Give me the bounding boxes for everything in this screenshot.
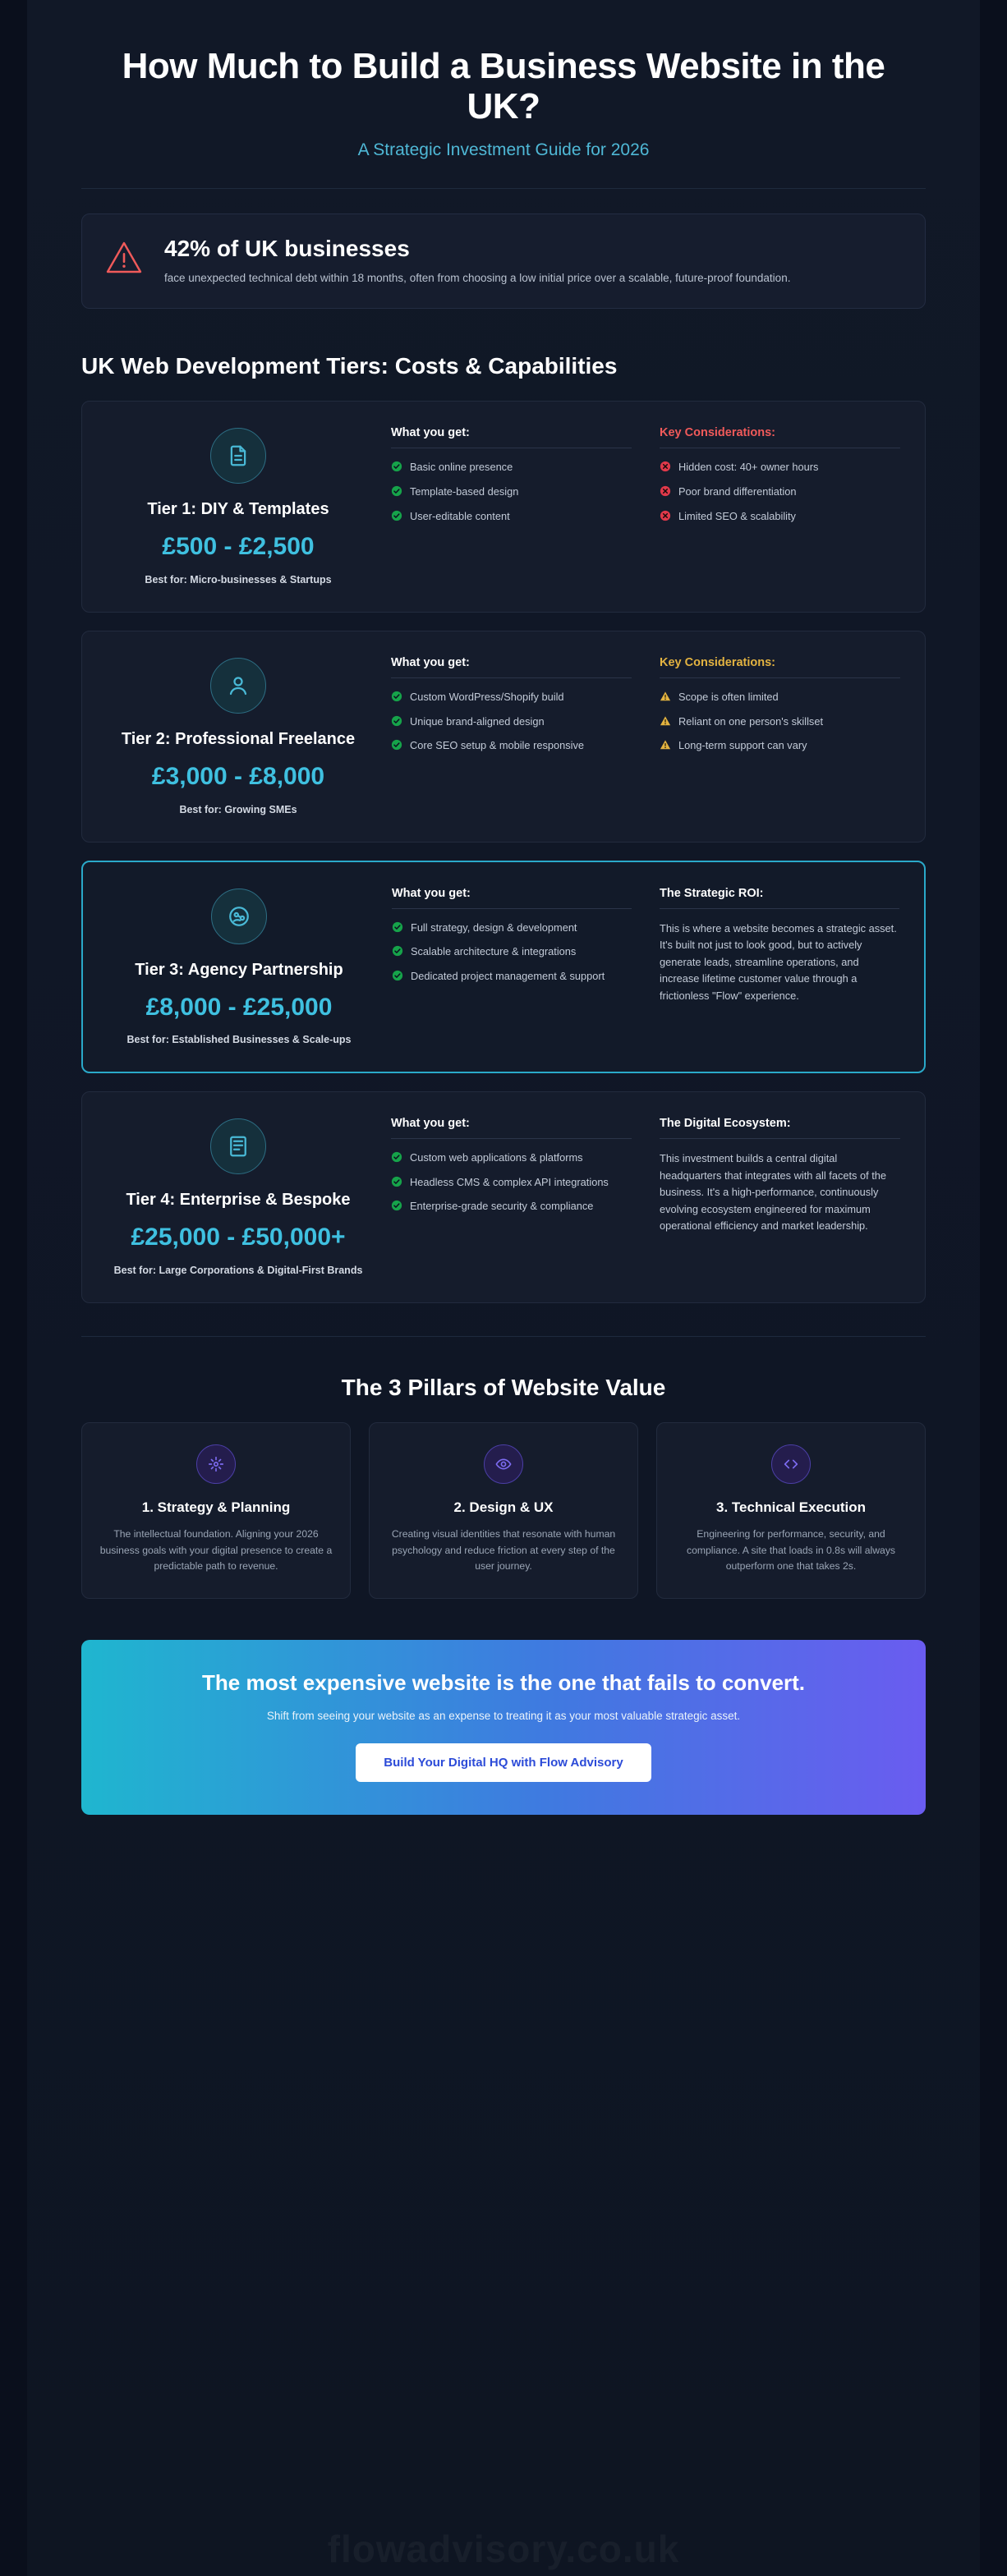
- features-column-title: What you get:: [391, 1117, 632, 1139]
- tier-summary: [107, 653, 370, 817]
- sparkle-strategy-icon: [196, 1444, 236, 1484]
- list-item: [392, 921, 632, 936]
- consideration-text: Reliant on one person's skillset: [678, 714, 824, 728]
- page-header: [27, 0, 980, 160]
- considerations-list: [660, 460, 900, 524]
- list-item: [660, 460, 900, 475]
- consideration-text: Poor brand differentiation: [678, 485, 797, 498]
- list-item: [391, 1150, 632, 1166]
- tier-considerations-column: [660, 656, 900, 817]
- considerations-list: [660, 690, 900, 754]
- cta-button[interactable]: Build Your Digital HQ with Flow Advisory: [356, 1743, 651, 1782]
- feature-text: Unique brand-aligned design: [410, 714, 545, 728]
- tier-features-column: [392, 887, 632, 1048]
- features-list: [392, 921, 632, 985]
- features-column-title: What you get:: [391, 426, 632, 448]
- watermark: [27, 2527, 980, 2571]
- server-stack-icon: [210, 1118, 266, 1174]
- header-divider: [81, 188, 926, 189]
- page-title: How Much to Build a Business Website in the UK?: [122, 46, 885, 127]
- pillar-body: Creating visual identities that resonate with human psychology and reduce friction at every step of the user journey.: [391, 1528, 616, 1573]
- stat-alert-box: [81, 214, 926, 310]
- features-column-title: What you get:: [392, 887, 632, 909]
- list-item: [391, 1175, 632, 1191]
- tier-best-for: Best for: Large Corporations & Digital-First Brands: [113, 1264, 363, 1276]
- tier-best-for: Best for: Established Businesses & Scale-ups: [126, 1034, 352, 1046]
- tier-card: [81, 1091, 926, 1303]
- pillars-divider: [81, 1336, 926, 1337]
- warning-triangle-icon: [105, 239, 143, 281]
- list-item: [391, 509, 632, 525]
- consideration-text: Hidden cost: 40+ owner hours: [678, 461, 819, 474]
- tier-features-column: [391, 426, 632, 587]
- feature-text: Basic online presence: [410, 461, 513, 474]
- tier-price: £500 - £2,500: [162, 533, 315, 561]
- tier-details: [391, 1114, 900, 1278]
- pillar-card: [656, 1422, 926, 1599]
- eye-icon: [484, 1444, 523, 1484]
- features-list: [391, 690, 632, 754]
- list-item: [392, 944, 632, 960]
- features-list: [391, 1150, 632, 1215]
- alert-headline: 42% of UK businesses: [164, 235, 410, 261]
- pillar-title: 1. Strategy & Planning: [141, 1499, 291, 1515]
- consideration-text: Scope is often limited: [678, 691, 779, 704]
- tier-price: £25,000 - £50,000+: [131, 1224, 346, 1251]
- list-item: [391, 460, 632, 475]
- list-item: [391, 738, 632, 754]
- infographic-page: [27, 0, 980, 2576]
- feature-text: User-editable content: [410, 509, 510, 522]
- consideration-text: Limited SEO & scalability: [678, 509, 796, 522]
- feature-text: Scalable architecture & integrations: [411, 945, 577, 958]
- tier-name: Tier 3: Agency Partnership: [135, 960, 343, 979]
- tier-details: [391, 653, 900, 817]
- considerations-column-title: Key Considerations:: [660, 426, 900, 448]
- considerations-column-title: The Digital Ecosystem:: [660, 1117, 900, 1139]
- list-item: [392, 969, 632, 985]
- tier-considerations-column: [660, 426, 900, 587]
- tier-considerations-column: [660, 887, 899, 1048]
- pillar-title: 3. Technical Execution: [715, 1499, 867, 1515]
- pillar-card: [81, 1422, 351, 1599]
- feature-text: Custom web applications & platforms: [410, 1151, 583, 1164]
- list-item: [391, 1199, 632, 1215]
- network-nodes-icon: [211, 889, 267, 944]
- feature-text: Core SEO setup & mobile responsive: [410, 739, 584, 752]
- list-item: [391, 690, 632, 705]
- feature-text: Headless CMS & complex API integrations: [410, 1175, 609, 1188]
- feature-text: Enterprise-grade security & compliance: [410, 1200, 594, 1213]
- page-subtitle: A Strategic Investment Guide for 2026: [357, 140, 650, 159]
- tier-price: £8,000 - £25,000: [145, 993, 333, 1021]
- tier-name: Tier 4: Enterprise & Bespoke: [126, 1191, 351, 1210]
- cta-subtitle: Shift from seeing your website as an expense to treating it as your most valuable strategic asset.: [266, 1710, 741, 1723]
- user-icon: [210, 658, 266, 714]
- tier-features-column: [391, 656, 632, 817]
- list-item: [660, 484, 900, 500]
- pillars-section-heading: The 3 Pillars of Website Value: [341, 1374, 666, 1400]
- pillar-card: [369, 1422, 638, 1599]
- features-column-title: What you get:: [391, 656, 632, 678]
- consideration-text: Long-term support can vary: [678, 739, 807, 752]
- cta-title: The most expensive website is the one that fails to convert.: [202, 1669, 805, 1695]
- tier-summary: [108, 884, 370, 1048]
- list-item: [660, 738, 900, 754]
- tier-details: [392, 884, 899, 1048]
- tier-paragraph: This is where a website becomes a strategic asset. It's built not just to look good, but to actively generate leads, streamline operations, and increase lifetime customer value through a frictionless "Flow" experience.: [660, 921, 897, 1002]
- tier-card: [81, 631, 926, 843]
- pillar-body: Engineering for performance, security, and compliance. A site that loads in 0.8s will always outperform one that takes 2s.: [686, 1528, 896, 1573]
- tiers-list: [81, 401, 926, 1303]
- code-brackets-icon: [771, 1444, 811, 1484]
- tier-features-column: [391, 1117, 632, 1278]
- features-list: [391, 460, 632, 524]
- list-item: [391, 484, 632, 500]
- pillar-body: The intellectual foundation. Aligning your 2026 business goals with your digital presence to create a predictable path to revenue.: [99, 1528, 333, 1573]
- tier-card: [81, 861, 926, 1074]
- list-item: [660, 690, 900, 705]
- tiers-section-heading: UK Web Development Tiers: Costs & Capabilities: [81, 353, 618, 379]
- feature-text: Full strategy, design & development: [411, 921, 577, 934]
- tier-summary: [107, 1114, 370, 1278]
- tier-summary: [107, 423, 370, 587]
- tier-name: Tier 1: DIY & Templates: [147, 500, 329, 519]
- pillar-title: 2. Design & UX: [453, 1499, 554, 1515]
- considerations-column-title: The Strategic ROI:: [660, 887, 899, 909]
- list-item: [391, 714, 632, 730]
- tier-card: [81, 401, 926, 613]
- cta-banner: [81, 1640, 926, 1816]
- alert-body: face unexpected technical debt within 18 months, often from choosing a low initial price over a scalable, future-proof foundation.: [164, 271, 791, 284]
- tier-best-for: Best for: Micro-businesses & Startups: [145, 573, 332, 585]
- list-item: [660, 509, 900, 525]
- feature-text: Custom WordPress/Shopify build: [410, 691, 564, 704]
- tier-considerations-column: [660, 1117, 900, 1278]
- pillars-list: [81, 1422, 926, 1599]
- considerations-column-title: Key Considerations:: [660, 656, 900, 678]
- feature-text: Dedicated project management & support: [411, 969, 605, 982]
- list-item: [660, 714, 900, 730]
- tier-name: Tier 2: Professional Freelance: [121, 730, 356, 749]
- tier-details: [391, 423, 900, 587]
- feature-text: Template-based design: [410, 485, 519, 498]
- document-icon: [210, 428, 266, 484]
- tier-best-for: Best for: Growing SMEs: [179, 803, 297, 815]
- tier-price: £3,000 - £8,000: [151, 763, 325, 791]
- tier-paragraph: This investment builds a central digital headquarters that integrates with all facets of the business. It's a high-performance, continuously evolving ecosystem engineered for maximum operational efficiency and market leadership.: [660, 1152, 887, 1233]
